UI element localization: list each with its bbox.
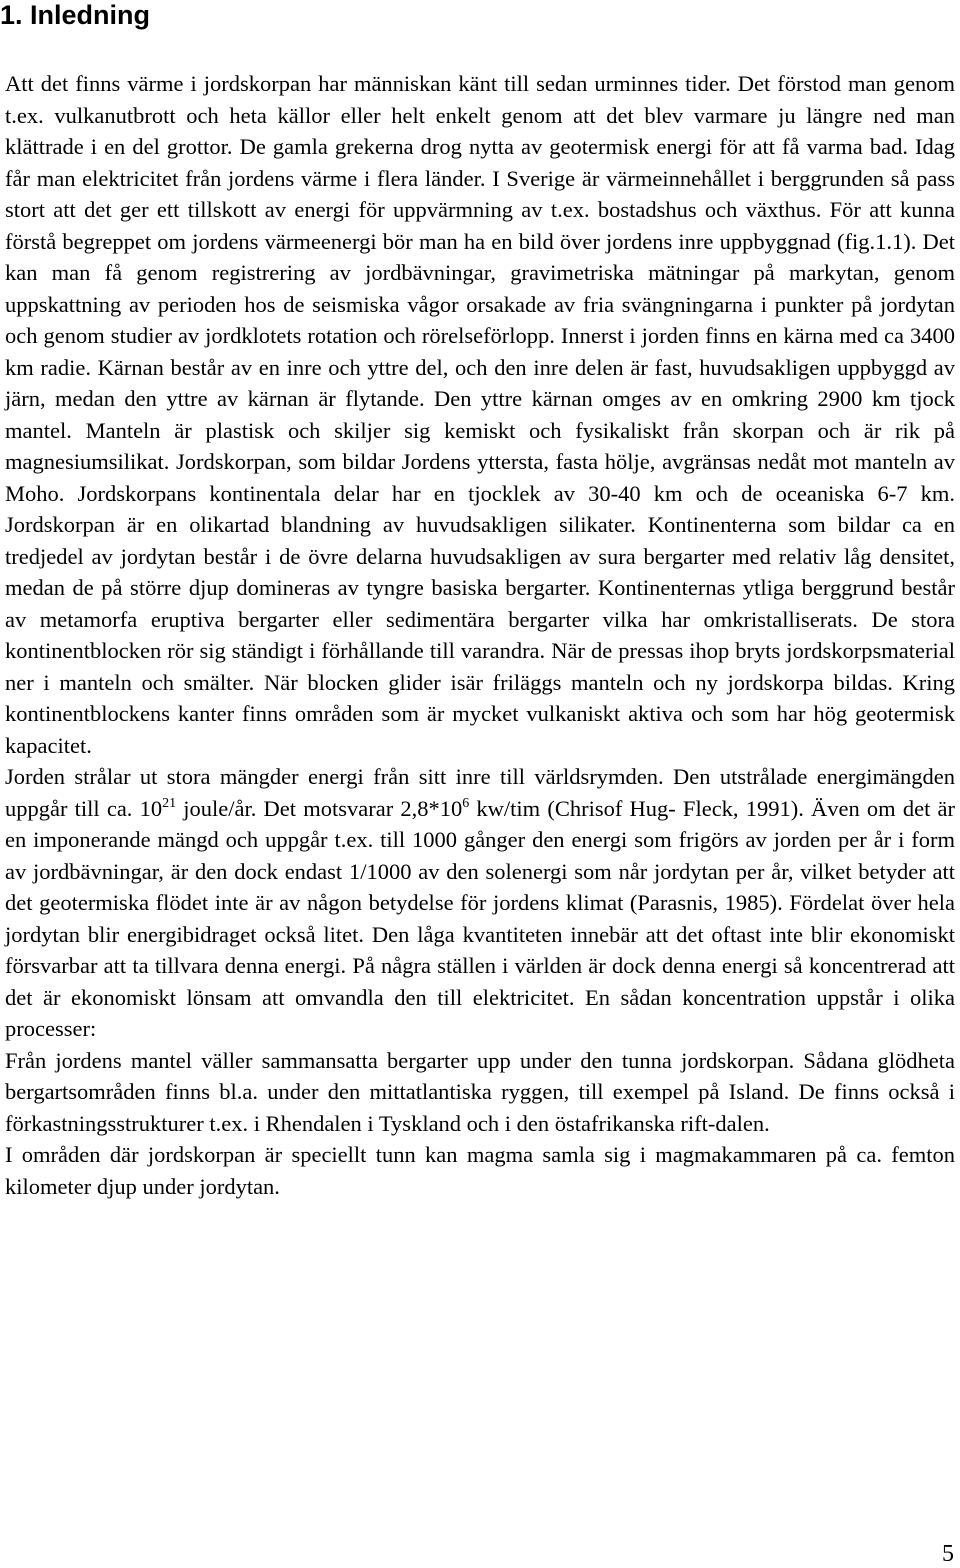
paragraph-magma: I områden där jordskorpan är speciellt tunn kan magma samla sig i magmakammaren på ca. femton kilometer djup under jordytan. bbox=[5, 1142, 955, 1199]
page-number: 5 bbox=[942, 1541, 954, 1567]
paragraph-energy-part1: Jorden strålar ut stora mängder energi från sitt inre till världsrymden. Den utstrålade energimängden uppgår till ca. 10 bbox=[5, 764, 955, 821]
paragraph-energy bbox=[5, 761, 955, 1045]
body-text bbox=[5, 68, 955, 1202]
paragraph-intro: Att det finns värme i jordskorpan har människan känt till sedan urminnes tider. Det förstod man genom t.ex. vulkanutbrott och heta källor eller helt enkelt genom att det blev varmare ju längre ned man klättrade i en del grottor. De gamla grekerna drog nytta av geotermisk energi för att få varma bad. Idag får man elektricitet från jordens värme i flera länder. I Sverige är värmeinnehållet i berggrunden så pass stort att det ger ett tillskott av energi för uppvärmning av t.ex. bostadshus och växthus. För att kunna förstå begreppet om jordens värmeenergi bör man ha en bild över jordens inre uppbyggnad (fig.1.1). Det kan man få genom registrering av jordbävningar, gravimetriska mätningar på markytan, genom uppskattning av perioden hos de seismiska vågor orsakade av fria svängningarna i punkter på jordytan och genom studier av jordklotets rotation och rörelseförlopp. Innerst i jorden finns en kärna med ca 3400 km radie. Kärnan består av en inre och yttre del, och den inre delen är fast, huvudsakligen uppbyggd av järn, medan den yttre av kärnan är flytande. Den yttre kärnan omges av en omkring 2900 km tjock mantel. Manteln är plastisk och skiljer sig kemiskt och fysikaliskt från skorpan och är rik på magnesiumsilikat. Jordskorpan, som bildar Jordens yttersta, fasta hölje, avgränsas nedåt mot manteln av Moho. Jordskorpans kontinentala delar har en tjocklek av 30-40 km och de oceaniska 6-7 km. Jordskorpan är en olikartad blandning av huvudsakligen silikater. Kontinenterna som bildar ca en tredjedel av jordytan består i de övre delarna huvudsakligen av sura bergarter med relativ låg densitet, medan de på större djup domineras av tyngre basiska bergarter. Kontinenternas ytliga berggrund består av metamorfa eruptiva bergarter eller sedimentära bergarter vilka har omkristalliserats. De stora kontinentblocken rör sig ständigt i förhållande till varandra. När de pressas ihop bryts jordskorpsmaterial ner i manteln och smälter. När blocken glider isär friläggs manteln och ny jordskorpa bildas. Kring kontinentblockens kanter finns områden som är mycket vulkaniskt aktiva och som har hög geotermisk kapacitet. bbox=[5, 71, 955, 758]
paragraph-mantle: Från jordens mantel väller sammansatta bergarter upp under den tunna jordskorpan. Sådana glödheta bergartsområden finns bl.a. under den mittatlantiska ryggen, till exempel på Island. De finns också i förkastningsstrukturer t.ex. i Rhendalen i Tyskland och i den östafrikanska rift-dalen. bbox=[5, 1047, 955, 1136]
exponent-6: 6 bbox=[462, 795, 470, 811]
section-heading: 1. Inledning bbox=[0, 0, 151, 30]
paragraph-energy-part3: kw/tim (Chrisof Hug- Fleck, 1991). Även om det är en imponerande mängd och uppgår t.ex. till 1000 gånger den energi som frigörs av jorden per år i form av jordbävningar, är den dock endast 1/1000 av den solenergi som når jordytan per år, vilket betyder att det geotermiska flödet inte är av någon betydelse för jordens klimat (Parasnis, 1985). Fördelat över hela jordytan blir energibidraget också litet. Den låga kvantiteten innebär att det oftast inte blir ekonomiskt försvarbar att ta tillvara denna energi. På några ställen i världen är dock denna energi så koncentrerad att det är ekonomiskt lönsam att omvandla den till elektricitet. En sådan koncentration uppstår i olika processer: bbox=[5, 795, 955, 1041]
exponent-21: 21 bbox=[162, 795, 177, 811]
paragraph-energy-part2: joule/år. Det motsvarar 2,8*10 bbox=[176, 795, 463, 821]
